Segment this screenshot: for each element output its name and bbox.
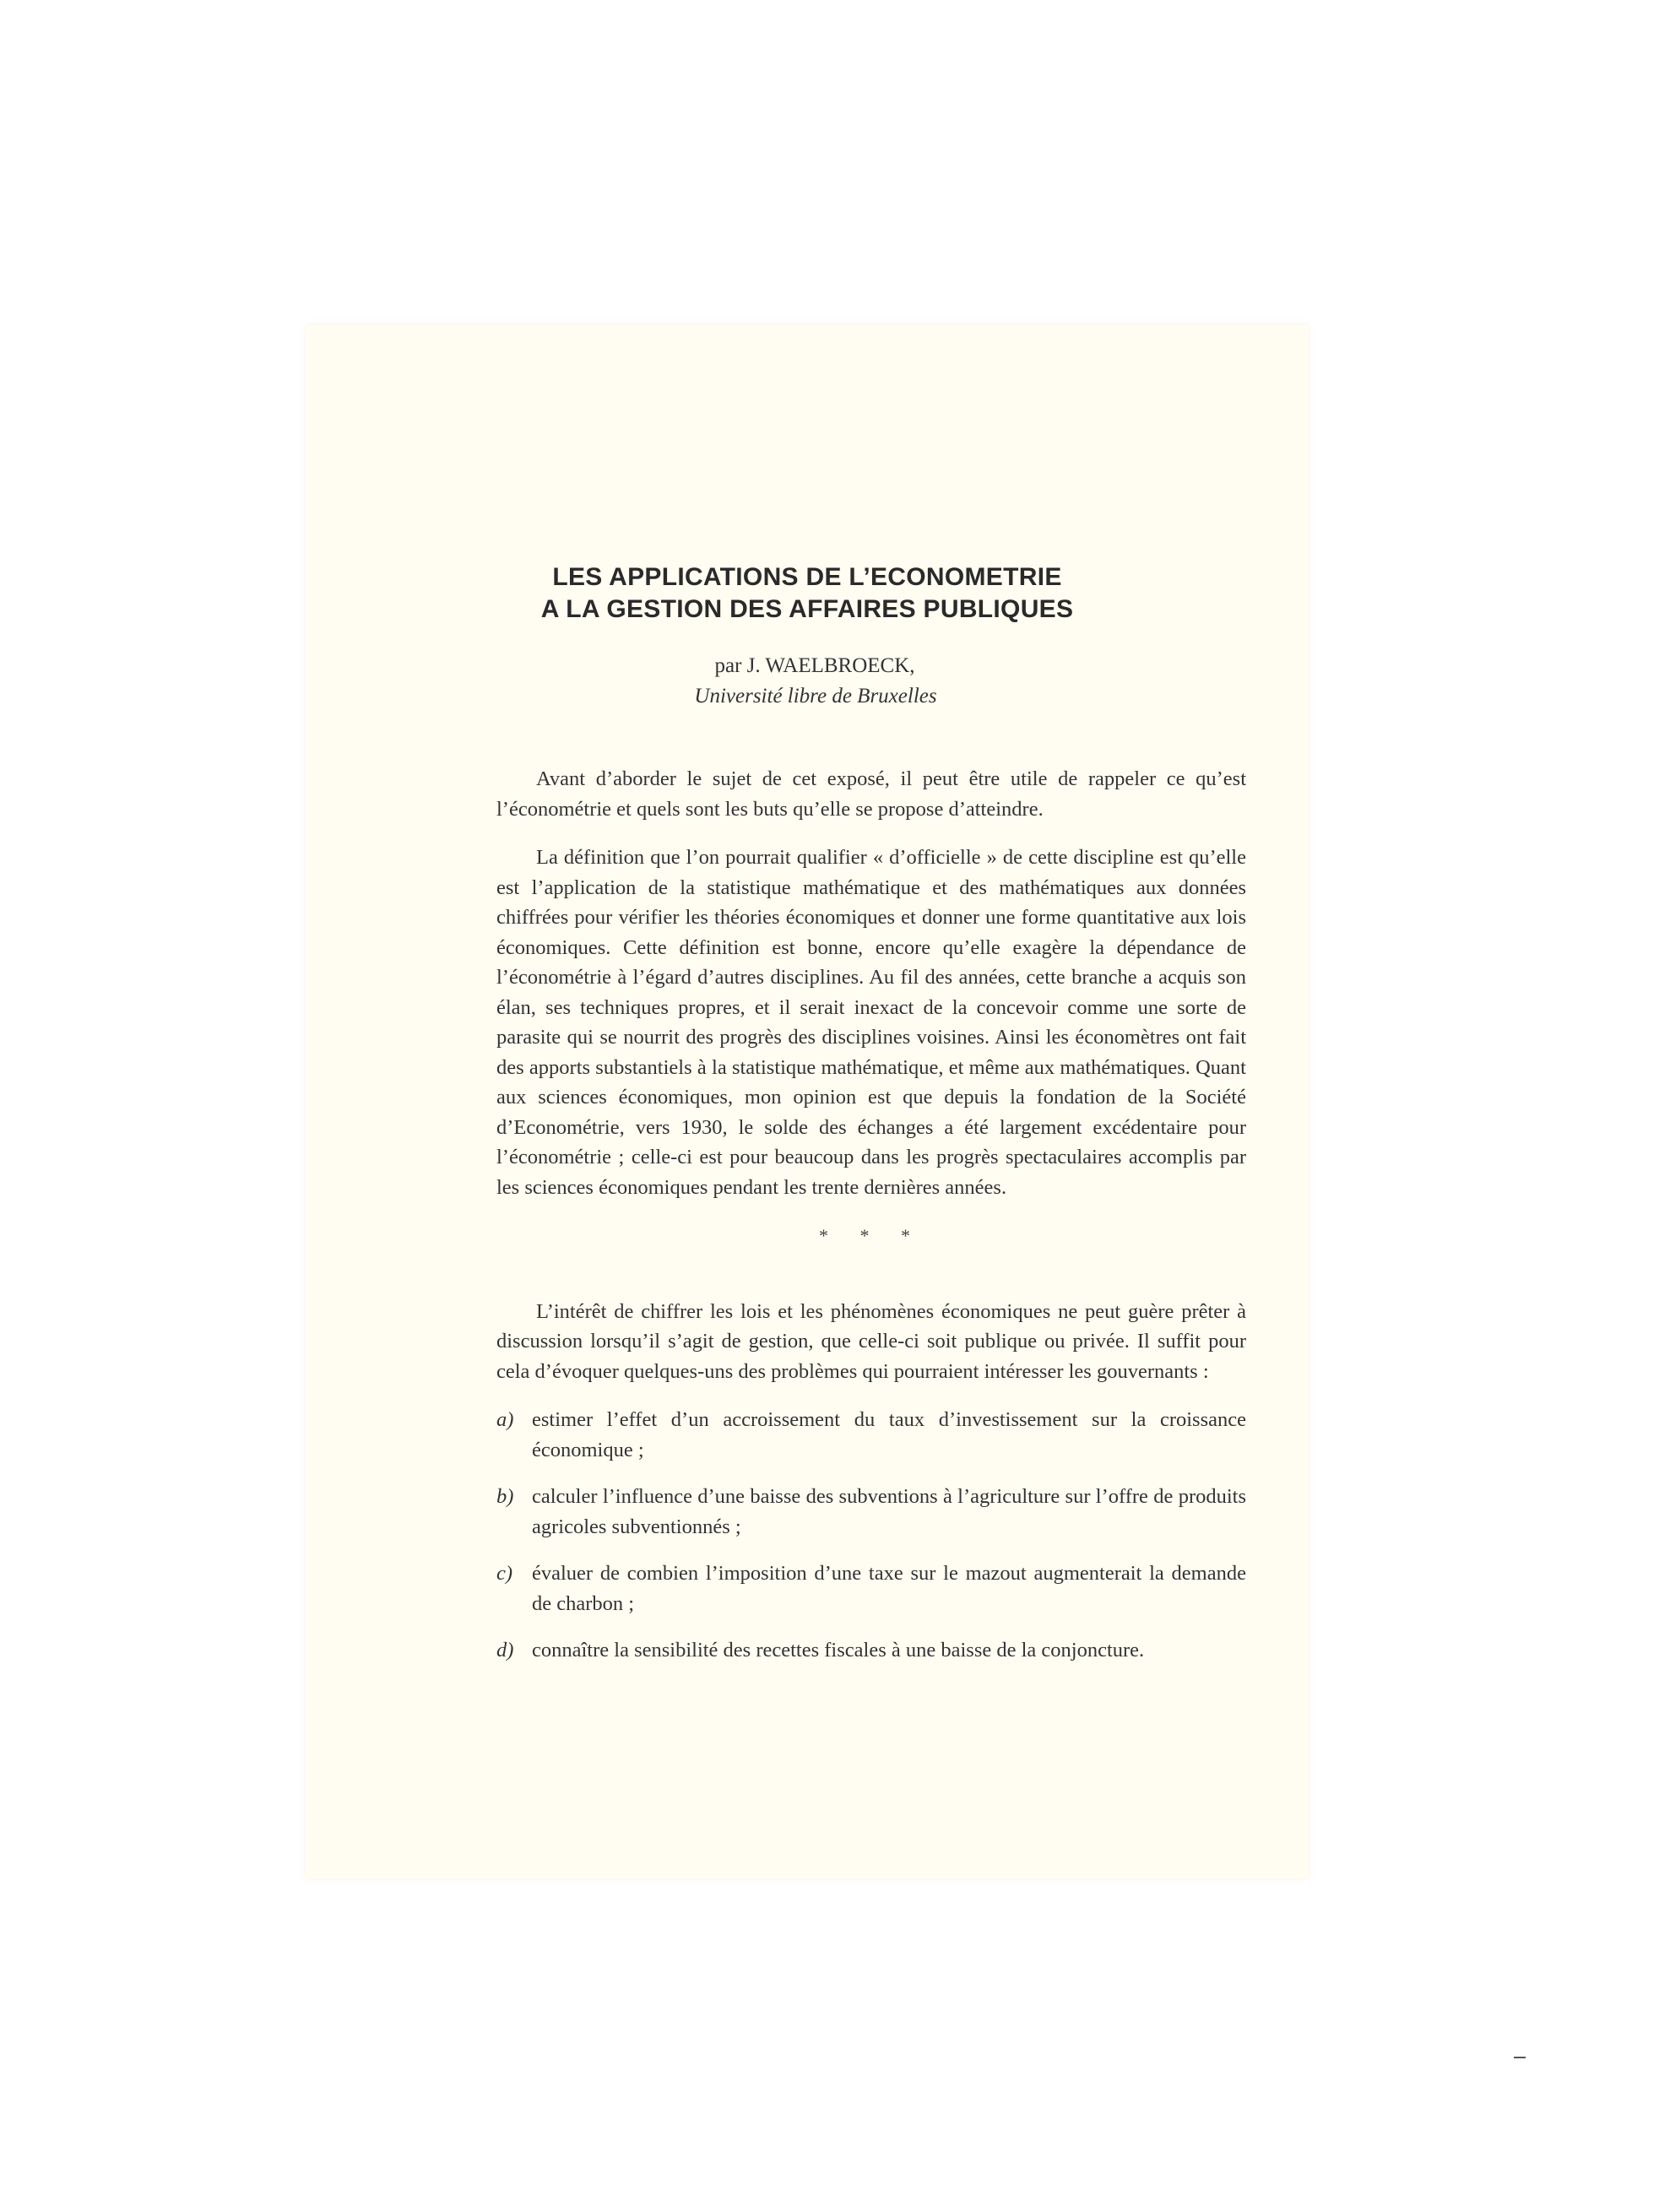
list-marker: d) <box>496 1639 514 1662</box>
list-marker: b) <box>496 1485 514 1508</box>
list-item-text: calculer l’influence d’une baisse des subventions à l’agriculture sur l’offre de produits agricoles subventionnés ; <box>532 1485 1246 1538</box>
list-item-text: estimer l’effet d’un accroissement du taux d’investissement sur la croissance économique ; <box>532 1408 1246 1461</box>
list-item-text: évaluer de combien l’imposition d’une taxe sur le mazout augmenterait la demande de charbon ; <box>532 1562 1246 1615</box>
title-line-1: LES APPLICATIONS DE L’ECONOMETRIE <box>552 563 1062 591</box>
paragraph-3: L’intérêt de chiffrer les lois et les phénomènes économiques ne peut guère prêter à discussion lorsqu’il s’agit de gestion, que celle-ci soit publique ou privée. Il suffit pour cela d’évoquer quelques-uns des problèmes qui pourraient intéresser les gouvernants : <box>496 1299 1246 1383</box>
scanned-page <box>306 325 1309 1879</box>
list-item <box>496 1559 1246 1618</box>
list-item <box>496 1635 1246 1666</box>
byline <box>306 651 1309 712</box>
paragraph-2: La définition que l’on pourrait qualifier « d’officielle » de cette discipline est qu’elle est l’application de la statistique mathématique et des mathématiques aux données chiffrées pour vérifier les théories économiques et donner une forme quantitative aux lois économiques. Cette définition est bonne, encore qu’elle exagère la dépendance de l’économétrie à l’égard d’autres disciplines. Au fil des années, cette branche a acquis son élan, ses techniques propres, et il serait inexact de la concevoir comme une sorte de parasite qui se nourrit des progrès des disciplines voisines. Ainsi les économètres ont fait des apports substantiels à la statistique mathématique, et même aux mathématiques. Quant aux sciences économiques, mon opinion est que depuis la fondation de la Société d’Econométrie, vers 1930, le solde des échanges a été largement excédentaire pour l’économétrie ; celle-ci est pour beaucoup dans les progrès spectaculaires accomplis par les sciences économiques pendant les trente dernières années. <box>496 846 1246 1199</box>
list-marker: c) <box>496 1562 513 1585</box>
author: par J. WAELBROECK, <box>714 654 915 677</box>
affiliation: Université libre de Bruxelles <box>694 685 937 708</box>
article-body <box>496 764 1246 1683</box>
scan-mark <box>1514 2057 1526 2058</box>
article-title <box>306 561 1309 626</box>
paragraph-1: Avant d’aborder le sujet de cet exposé, il peut être utile de rappeler ce qu’est l’économétrie et quels sont les buts qu’elle se propose d’atteindre. <box>496 767 1246 821</box>
title-line-2: A LA GESTION DES AFFAIRES PUBLIQUES <box>540 595 1074 623</box>
list-marker: a) <box>496 1408 514 1431</box>
list-item <box>496 1482 1246 1542</box>
section-separator: * * * <box>819 1225 924 1246</box>
problem-list <box>496 1405 1246 1666</box>
list-item-text: connaître la sensibilité des recettes fiscales à une baisse de la conjoncture. <box>532 1639 1145 1662</box>
list-item <box>496 1405 1246 1465</box>
